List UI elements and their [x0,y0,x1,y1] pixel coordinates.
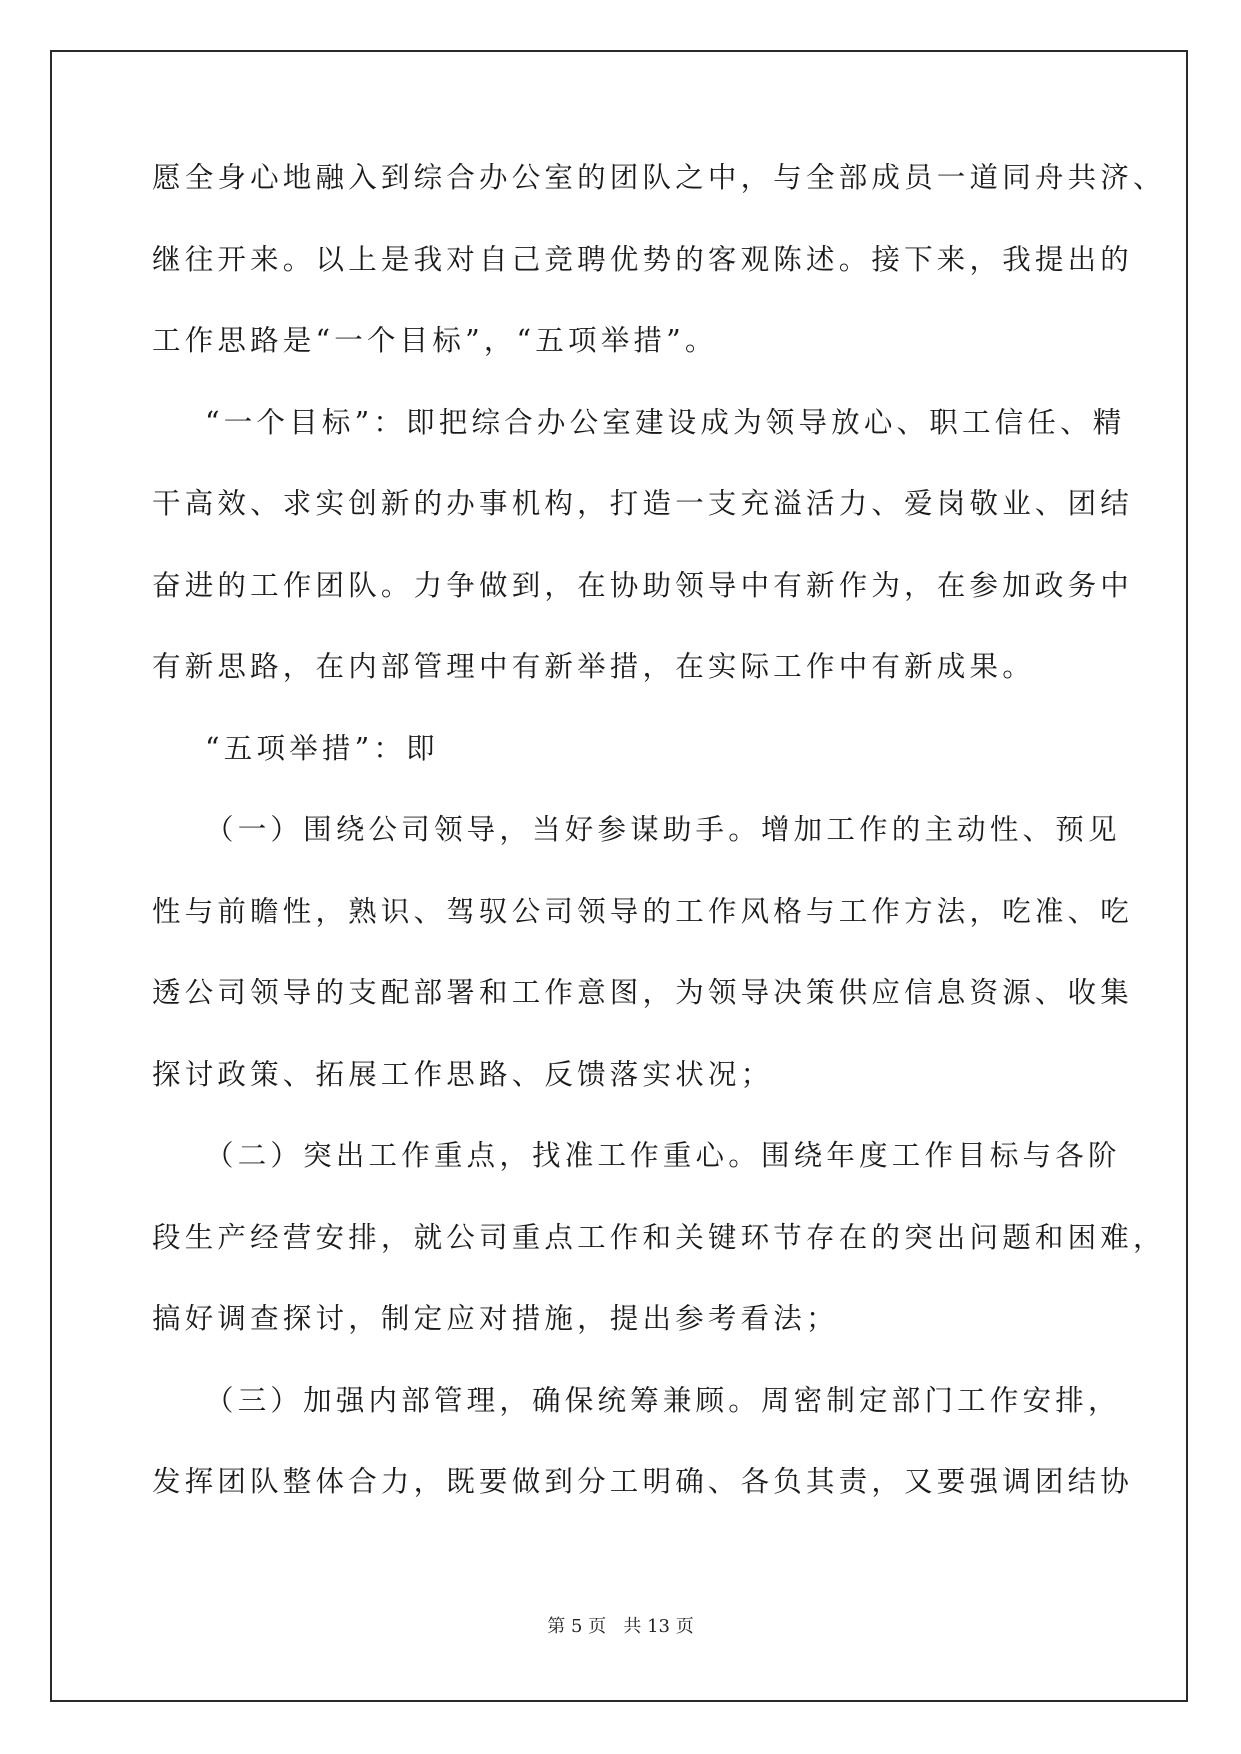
text-line: 干高效、求实创新的办事机构，打造一支充溢活力、爱岗敬业、团结 [152,487,1134,520]
text-line: “五项举措”：即 [152,731,439,765]
text-line: 段生产经营安排，就公司重点工作和关键环节存在的突出问题和困难， [152,1220,1166,1254]
text-line: （二）突出工作重点，找准工作重心。围绕年度工作目标与各阶 [152,1139,1121,1172]
text-line: （一）围绕公司领导，当好参谋助手。增加工作的主动性、预见 [152,813,1121,846]
text-line: “一个目标”：即把综合办公室建设成为领导放心、职工信任、精 [152,405,1126,439]
text-line: 搞好调查探讨，制定应对措施，提出参考看法； [152,1302,839,1335]
text-line: 透公司领导的支配部署和工作意图，为领导决策供应信息资源、收集 [152,976,1134,1009]
text-line: 性与前瞻性，熟识、驾驭公司领导的工作风格与工作方法，吃准、吃 [152,894,1134,928]
text-line: （三）加强内部管理，确保统筹兼顾。周密制定部门工作安排， [152,1383,1121,1417]
text-line: 继往开来。以上是我对自己竞聘优势的客观陈述。接下来，我提出的 [152,242,1134,276]
text-line: 探讨政策、拓展工作思路、反馈落实状况； [152,1057,774,1091]
page-number-footer: 第 5 页 共 13 页 [547,1616,694,1637]
text-line: 有新思路，在内部管理中有新举措，在实际工作中有新成果。 [152,650,1035,683]
text-line: 工作思路是“一个目标”，“五项举措”。 [152,324,718,357]
text-line: 愿全身心地融入到综合办公室的团队之中，与全部成员一道同舟共济、 [152,161,1166,194]
text-line: 奋进的工作团队。力争做到，在协助领导中有新作为，在参加政务中 [152,568,1134,602]
document-body [152,160,1166,1546]
text-line: 发挥团队整体合力，既要做到分工明确、各负其责，又要强调团结协 [152,1465,1134,1498]
